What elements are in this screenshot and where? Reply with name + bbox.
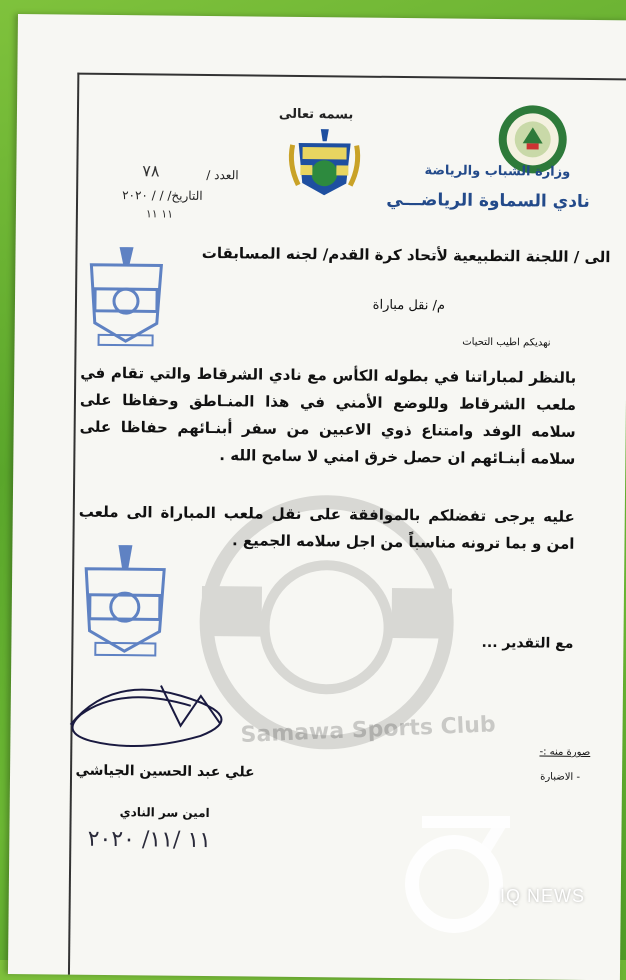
letter-greeting: نهديكم اطيب التحيات <box>462 336 551 349</box>
date-label: التاريخ/ / / ٢٠٢٠ <box>122 188 203 203</box>
letter-subject: م/ نقل مباراة <box>372 297 446 314</box>
signature-date: ١١ /١١/ ٢٠٢٠ <box>87 826 212 854</box>
letter-recipient: الى / اللجنة التطبيعية لأتحاد كرة القدم/ لجنه المسابقات <box>201 243 611 267</box>
date-values: ١١ ١١ <box>145 207 174 221</box>
signer-title: امين سر النادي <box>119 805 210 821</box>
signature <box>50 664 281 766</box>
letter-paragraph-2: عليه يرجى تفضلكم بالموافقة على نقل ملعب المباراة الى ملعب امن و بما ترونه مناسباً من اجل سلامه الجميع . <box>78 502 575 553</box>
club-stamp-bottom <box>75 543 176 664</box>
signer-name: علي عبد الحسين الجياشي <box>75 762 255 781</box>
club-name: نادي السماوة الرياضـــي <box>386 189 590 212</box>
cc-item: - الاضبارة <box>540 771 581 783</box>
letter-paragraph-1: بالنظر لمباراتنا في بطوله الكأس مع نادي الشرقاط والتي تقام في ملعب الشرقاط وللوضع الأمني في هذا المنـاطق وحفاظا على سلامه الوفد وامتناع ذوي الاعبين من سفر أبنـائهم حفاظا على سلامه أبنـائهم ان حصل خرق امني لا سامح الله . <box>79 363 577 468</box>
club-logo <box>284 125 365 204</box>
ministry-name: وزارة الشباب والرياضة <box>424 163 571 180</box>
number-value: ٧٨ <box>142 161 160 181</box>
iq-news-wordmark: IQ NEWS <box>500 886 586 906</box>
basmala: بسمه تعالى <box>278 106 354 123</box>
watermark-club-text: Samawa Sports Club <box>240 712 497 749</box>
iq-news-logo-icon <box>402 810 622 940</box>
number-label: العدد / <box>206 167 239 183</box>
cc-label: صورة منه :- <box>539 746 591 759</box>
letter-closing: مع التقدير ... <box>481 634 574 652</box>
